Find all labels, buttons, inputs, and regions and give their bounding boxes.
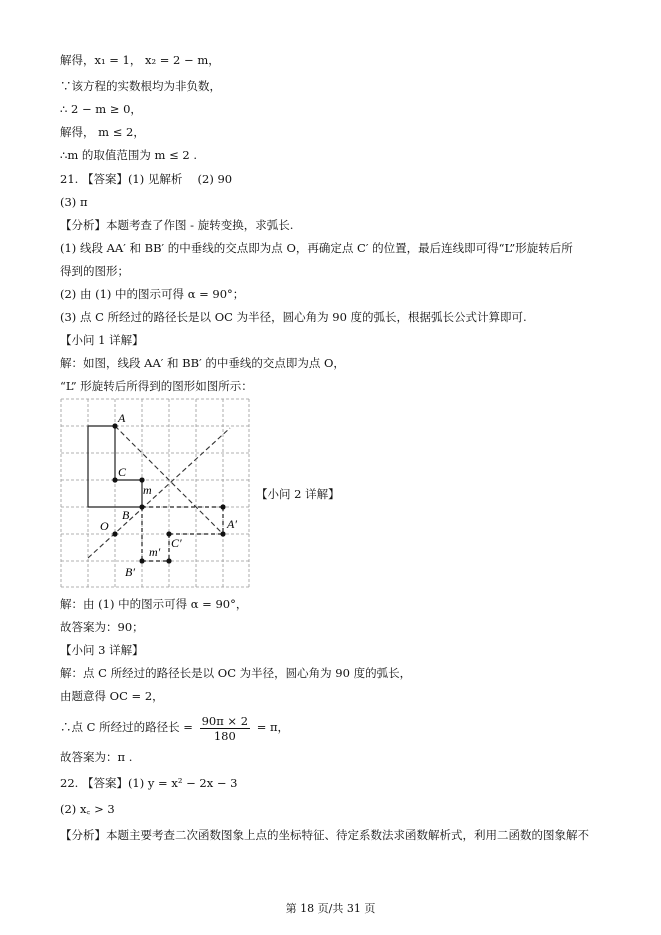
line-22: 故答案为：π . xyxy=(60,750,133,764)
line-14: 解：如图，线段 AA′ 和 BB′ 的中垂线的交点即为点 O， xyxy=(60,356,345,370)
line-4: 解得， m ≤ 2， xyxy=(60,125,145,139)
line-16: 解：由 (1) 中的图示可得 α = 90°， xyxy=(60,597,248,611)
line-11: (2) 由 (1) 中的图示可得 α = 90°； xyxy=(60,287,245,301)
line-15: “L” 形旋转后所得到的图形如图所示： xyxy=(60,379,253,393)
label-c-prime: C′ xyxy=(171,536,182,550)
label-m: m xyxy=(143,483,152,497)
fraction-numerator: 90π × 2 xyxy=(201,713,249,728)
line-5: ∴m 的取值范围为 m ≤ 2 . xyxy=(60,148,198,162)
page-footer: 第 18 页/共 31 页 xyxy=(285,902,376,915)
label-a: A xyxy=(118,411,126,425)
label-b: B xyxy=(122,508,130,522)
line-23: 22. 【答案】(1) y = x² − 2x − 3 xyxy=(60,776,238,790)
line-6: 21. 【答案】(1) 见解析 (2) 90 xyxy=(60,172,233,186)
label-b-prime: B′ xyxy=(125,565,135,579)
line-13: 【小问 1 详解】 xyxy=(60,333,144,347)
label-o: O xyxy=(100,519,109,533)
side-label: 【小问 2 详解】 xyxy=(256,487,340,501)
line-8: 【分析】本题考查了作图 - 旋转变换，求弧长. xyxy=(60,218,294,232)
line-2: ∵该方程的实数根均为非负数， xyxy=(60,79,221,93)
line-3: ∴ 2 − m ≥ 0， xyxy=(60,102,142,116)
line-24: (2) x꜀ > 3 xyxy=(60,802,115,816)
line-21 xyxy=(60,712,289,743)
fraction-denominator: 180 xyxy=(213,728,236,743)
line-17: 故答案为：90； xyxy=(60,620,144,634)
rotation-figure xyxy=(60,398,256,590)
label-a-prime: A′ xyxy=(227,517,237,531)
label-m-prime: m′ xyxy=(149,545,161,559)
line-25: 【分析】本题主要考查二次函数图象上点的坐标特征、待定系数法求函数解析式，利用二函数的图象解不 xyxy=(60,828,589,842)
line-21-suffix: = π， xyxy=(256,720,290,734)
line-19: 解：点 C 所经过的路径长是以 OC 为半径，圆心角为 90 度的弧长， xyxy=(60,666,412,680)
fraction xyxy=(200,714,250,743)
line-1: 解得，x₁ = 1， x₂ = 2 − m， xyxy=(60,53,220,67)
line-9: (1) 线段 AA′ 和 BB′ 的中垂线的交点即为点 O，再确定点 C′ 的位置，最后连线即可得“L”形旋转后所 xyxy=(60,241,573,255)
line-21-prefix: ∴点 C 所经过的路径长 = xyxy=(60,720,193,734)
line-20: 由题意得 OC = 2， xyxy=(60,689,164,703)
line-10: 得到的图形； xyxy=(60,264,129,278)
line-18: 【小问 3 详解】 xyxy=(60,643,144,657)
line-7: (3) π xyxy=(60,195,88,209)
line-12: (3) 点 C 所经过的路径长是以 OC 为半径，圆心角为 90 度的弧长，根据弧长公式计算即可. xyxy=(60,310,527,324)
label-c: C xyxy=(118,465,127,479)
perpendicular-bisector xyxy=(88,428,230,558)
